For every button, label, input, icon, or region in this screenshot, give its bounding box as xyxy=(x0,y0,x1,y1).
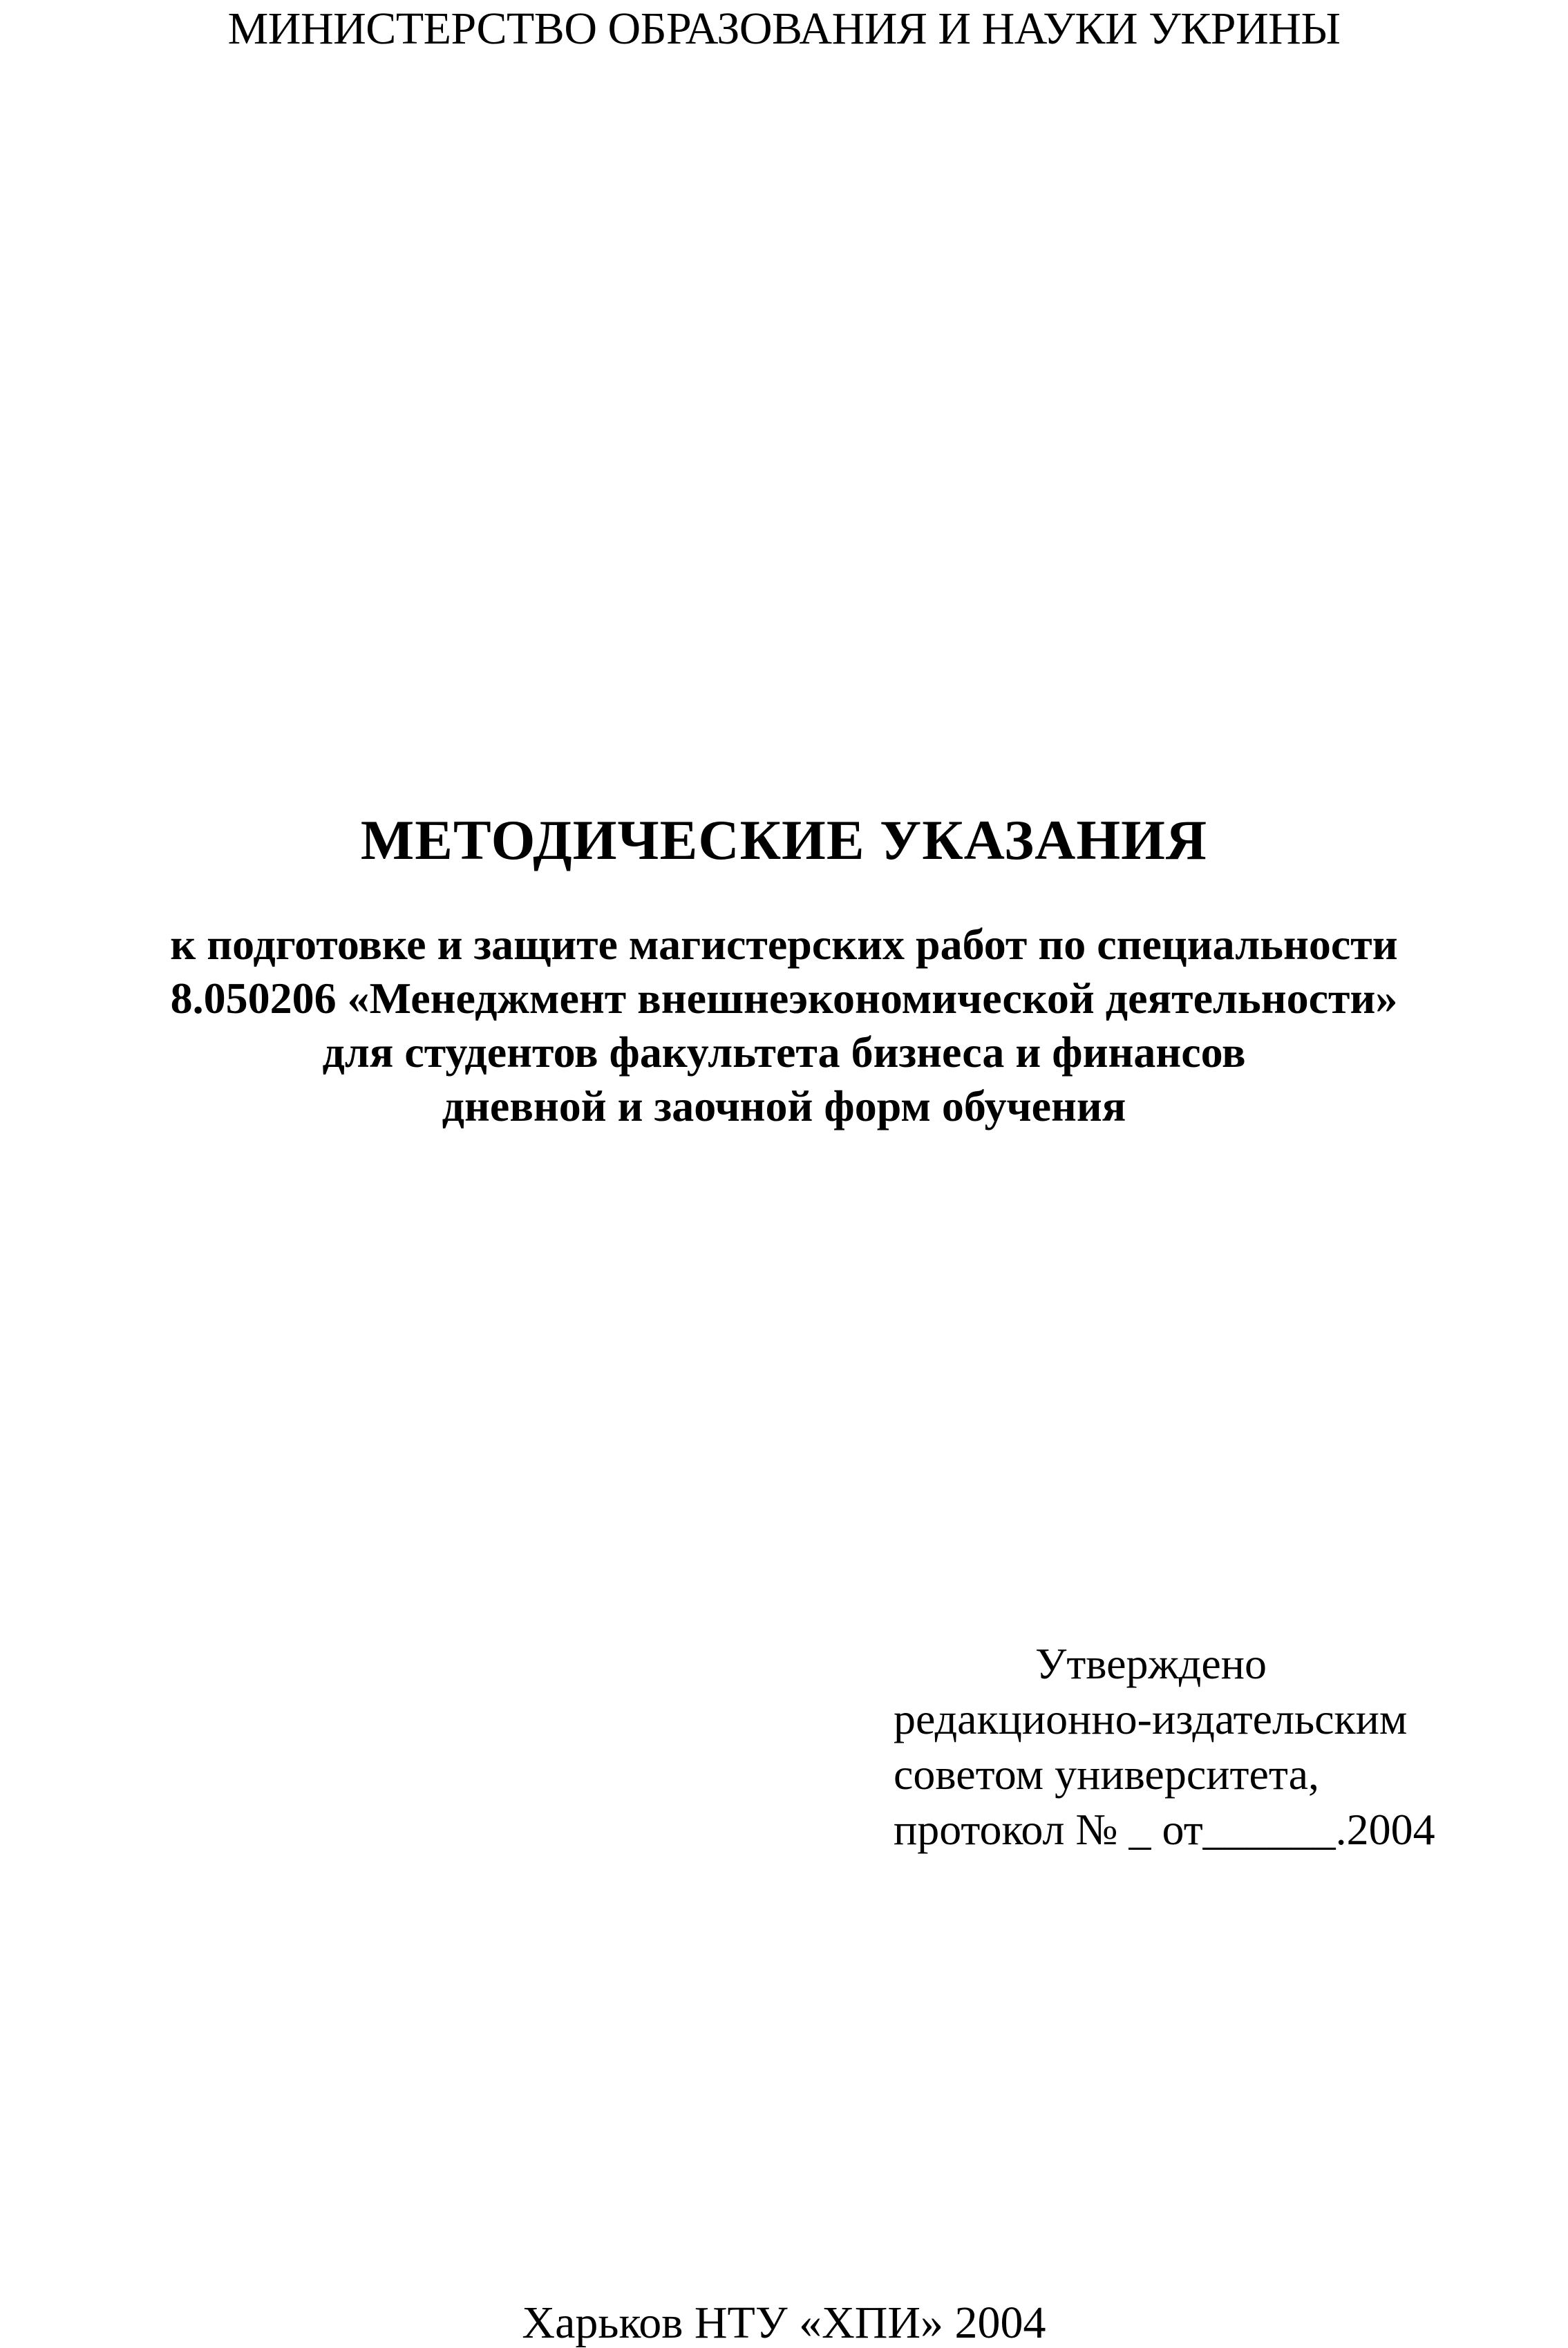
subtitle-line: 8.050206 «Менеджмент внешнеэкономической деятельности» xyxy=(170,974,1398,1023)
approval-line: советом университета, xyxy=(894,1750,1319,1799)
subtitle-line: дневной и заочной форм обучения xyxy=(442,1081,1126,1130)
approval-block xyxy=(894,1636,1557,1857)
subtitle-line: к подготовке и защите магистерских работ по специальности xyxy=(170,920,1398,969)
ministry-header: МИНИСТЕРСТВО ОБРАЗОВАНИЯ И НАУКИ УКРИНЫ xyxy=(227,3,1341,54)
approval-line: Утверждено xyxy=(1035,1639,1267,1688)
approval-line: редакционно-издательским xyxy=(894,1694,1408,1743)
document-subtitle xyxy=(0,918,1568,1133)
imprint-footer: Харьков НТУ «ХПИ» 2004 xyxy=(522,2298,1046,2348)
subtitle-line: для студентов факультета бизнеса и финансов xyxy=(322,1028,1246,1077)
document-title: МЕТОДИЧЕСКИЕ УКАЗАНИЯ xyxy=(360,808,1208,871)
approval-line: протокол № _ от______.2004 xyxy=(894,1805,1435,1854)
